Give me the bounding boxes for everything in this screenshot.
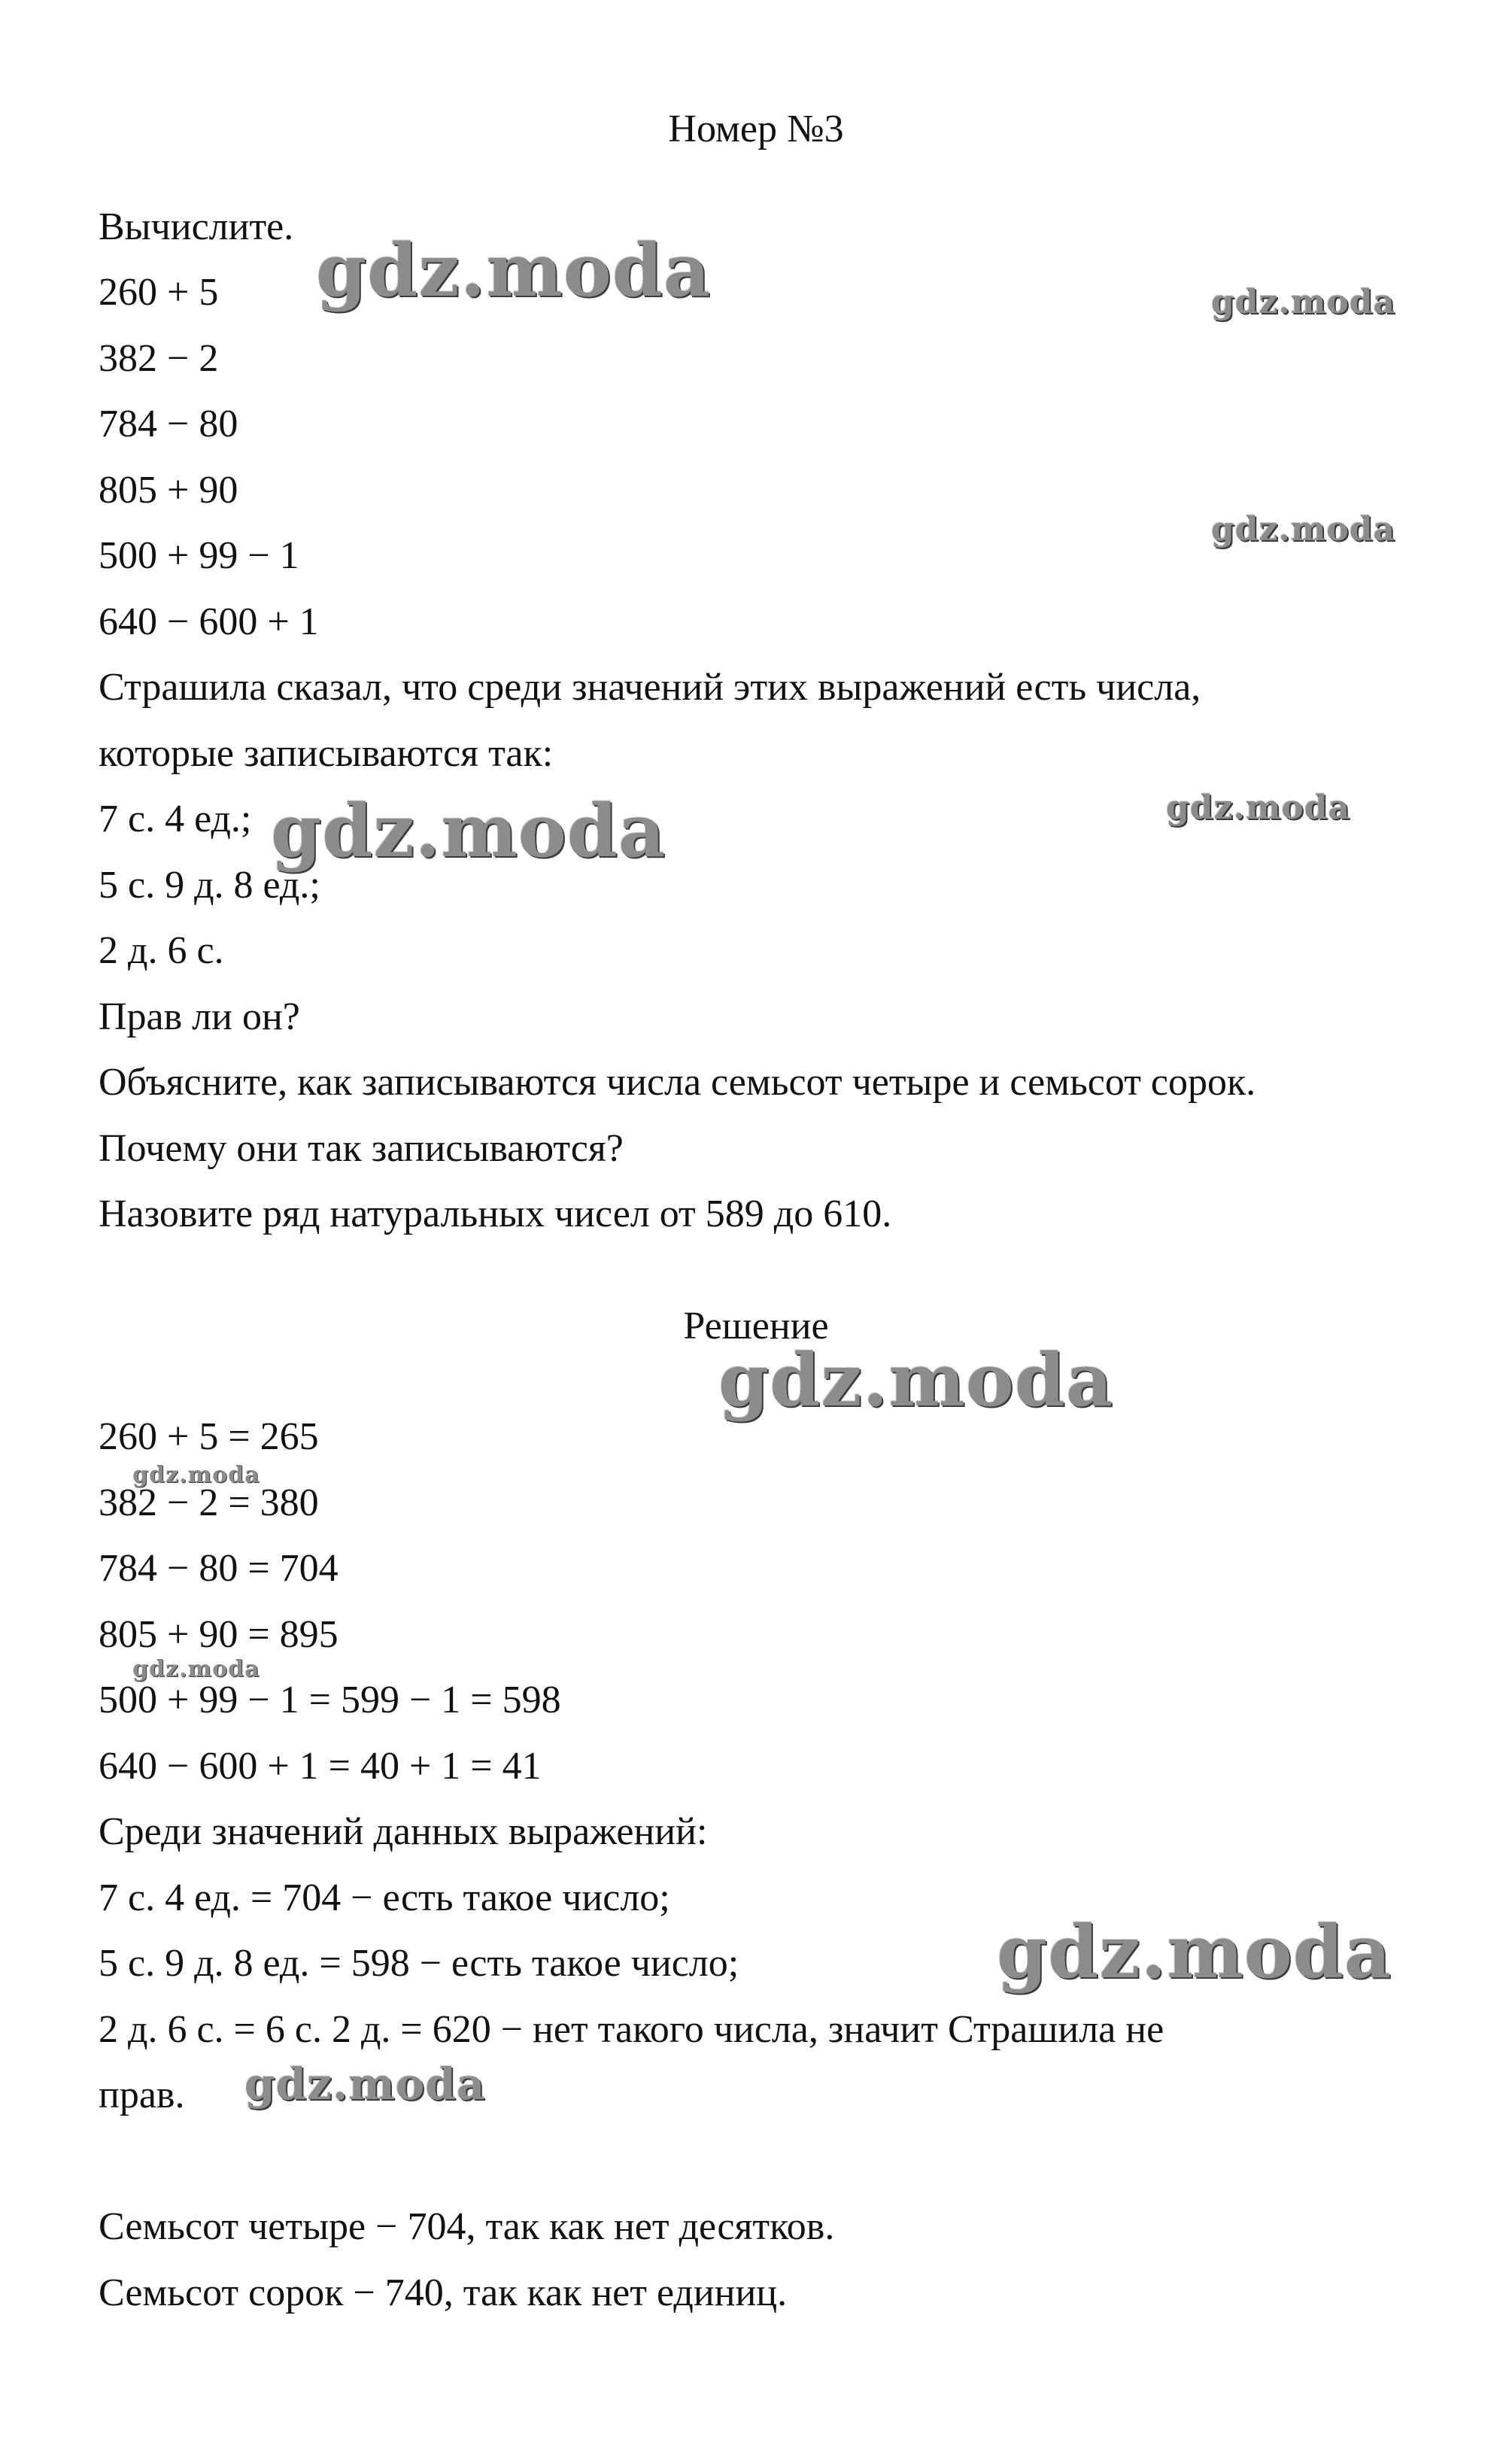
watermark: gdz.moda: [132, 1462, 260, 1488]
task-line: 7 с. 4 ед.;: [99, 798, 252, 840]
task-line: 2 д. 6 с.: [99, 929, 224, 972]
watermark: gdz.moda: [1211, 510, 1396, 548]
watermark: gdz.moda: [718, 1338, 1114, 1423]
solution-line: 640 − 600 + 1 = 40 + 1 = 41: [99, 1745, 542, 1788]
task-line: 5 с. 9 д. 8 ед.;: [99, 864, 320, 907]
solution-line: 784 − 80 = 704: [99, 1547, 339, 1590]
solution-line: Среди значений данных выражений:: [99, 1810, 708, 1853]
solution-line: 500 + 99 − 1 = 599 − 1 = 598: [99, 1679, 561, 1721]
solution-line: Семьсот сорок − 740, так как нет единиц.: [99, 2271, 788, 2314]
watermark: gdz.moda: [132, 1656, 260, 1682]
task-line: 805 + 90: [99, 469, 238, 512]
watermark: gdz.moda: [316, 228, 712, 313]
solution-heading: Решение: [683, 1305, 829, 1348]
task-line: которые записываются так:: [99, 732, 554, 775]
solution-line: прав.: [99, 2074, 185, 2116]
task-line: Объясните, как записываются числа семьсот четыре и семьсот сорок.: [99, 1061, 1256, 1104]
task-line: Вычислите.: [99, 205, 294, 248]
watermark: gdz.moda: [1211, 283, 1396, 321]
solution-line: Семьсот четыре − 704, так как нет десятков.: [99, 2205, 835, 2248]
task-line: Почему они так записываются?: [99, 1127, 624, 1170]
task-line: Прав ли он?: [99, 995, 300, 1038]
task-line: Назовите ряд натуральных чисел от 589 до 610.: [99, 1193, 892, 1235]
task-line: Страшила сказал, что среди значений этих выражений есть числа,: [99, 666, 1201, 709]
solution-line: 2 д. 6 с. = 6 с. 2 д. = 620 − нет такого числа, значит Страшила не: [99, 2008, 1164, 2051]
solution-line: 7 с. 4 ед. = 704 − есть такое число;: [99, 1876, 670, 1919]
watermark: gdz.moda: [1166, 788, 1351, 827]
page-title: Номер №3: [668, 108, 844, 150]
solution-line: 382 − 2 = 380: [99, 1481, 319, 1524]
task-line: 640 − 600 + 1: [99, 600, 319, 643]
task-line: 260 + 5: [99, 271, 219, 314]
task-line: 500 + 99 − 1: [99, 534, 299, 577]
watermark: gdz.moda: [997, 1910, 1392, 1995]
task-line: 382 − 2: [99, 337, 219, 380]
task-line: 784 − 80: [99, 403, 238, 445]
solution-line: 260 + 5 = 265: [99, 1415, 319, 1458]
watermark: gdz.moda: [244, 2058, 486, 2110]
solution-line: 5 с. 9 д. 8 ед. = 598 − есть такое число;: [99, 1942, 739, 1985]
watermark: gdz.moda: [271, 788, 666, 874]
solution-line: 805 + 90 = 895: [99, 1613, 339, 1656]
